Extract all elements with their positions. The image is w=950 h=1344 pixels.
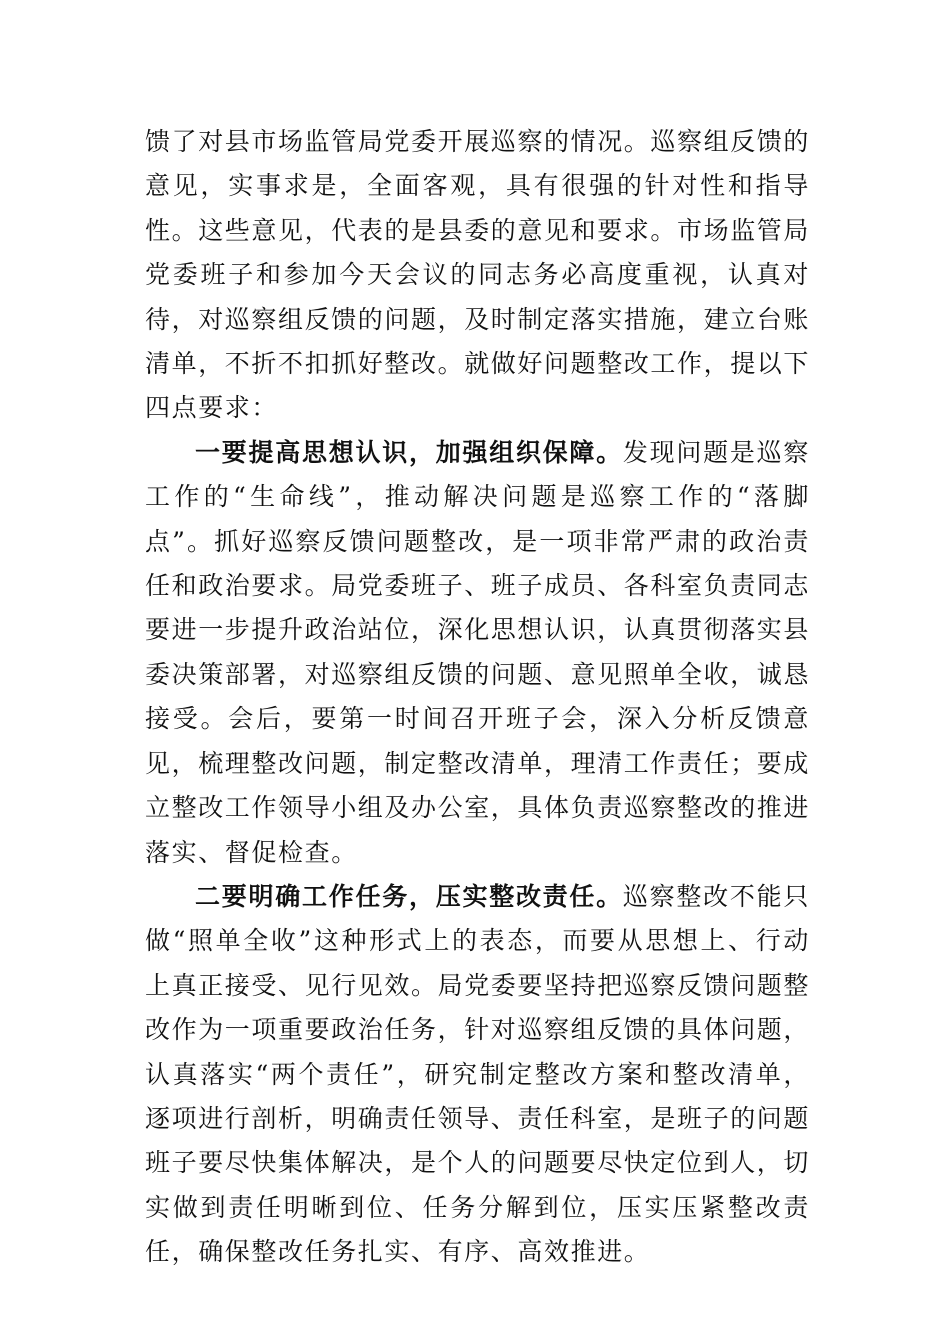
paragraph-text: 发现问题是巡察工作的“生命线”，推动解决问题是巡察工作的“落脚点”。抓好巡察反馈问题整改，是一项非常严肃的政治责任和政治要求。局党委班子、班子成员、各科室负责同志要进一步提升政治站位，深化思想认识，认真贯彻落实县委决策部署，对巡察组反馈的问题、意见照单全收，诚恳接受。会后，要第一时间召开班子会，深入分析反馈意见，梳理整改问题，制定整改清单，理清工作责任；要成立整改工作领导小组及办公室，具体负责巡察整改的推进落实、督促检查。: [145, 437, 811, 867]
paragraph-requirement-two: [145, 875, 810, 1275]
body-text: [145, 120, 810, 1275]
paragraph-heading: 一要提高思想认识，加强组织保障。: [195, 437, 623, 467]
paragraph-requirement-one: [145, 431, 810, 875]
paragraph-continuation: [145, 120, 810, 431]
paragraph-heading: 二要明确工作任务，压实整改责任。: [195, 881, 623, 911]
paragraph-text: 馈了对县市场监管局党委开展巡察的情况。巡察组反馈的意见，实事求是，全面客观，具有很强的针对性和指导性。这些意见，代表的是县委的意见和要求。市场监管局党委班子和参加今天会议的同志务必高度重视，认真对待，对巡察组反馈的问题，及时制定落实措施，建立台账清单，不折不扣抓好整改。就做好问题整改工作，提以下四点要求：: [145, 127, 811, 423]
paragraph-text: 巡察整改不能只做“照单全收”这种形式上的表态，而要从思想上、行动上真正接受、见行见效。局党委要坚持把巡察反馈问题整改作为一项重要政治任务，针对巡察组反馈的具体问题，认真落实“两个责任”，研究制定整改方案和整改清单，逐项进行剖析，明确责任领导、责任科室，是班子的问题班子要尽快集体解决，是个人的问题要尽快定位到人，切实做到责任明晰到位、任务分解到位，压实压紧整改责任，确保整改任务扎实、有序、高效推进。: [145, 881, 811, 1267]
